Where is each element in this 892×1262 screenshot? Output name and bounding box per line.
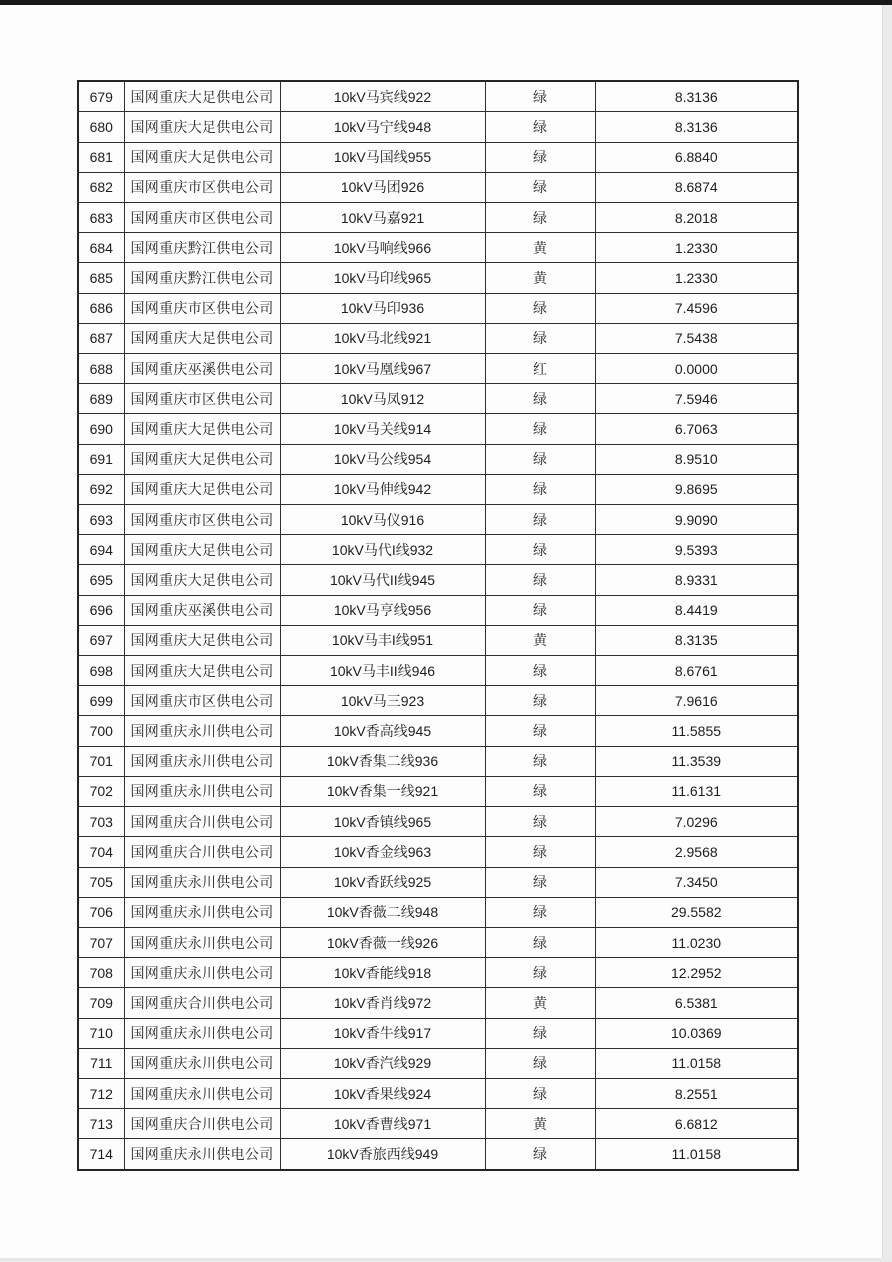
table-row (78, 1018, 798, 1048)
line-name-cell: 10kV香跃线925 (280, 867, 485, 897)
status-color-cell: 绿 (485, 776, 595, 806)
line-name-cell: 10kV马国线955 (280, 142, 485, 172)
line-name-cell: 10kV香高线945 (280, 716, 485, 746)
company-name-cell: 国网重庆合川供电公司 (124, 988, 280, 1018)
company-name-cell: 国网重庆永川供电公司 (124, 958, 280, 988)
row-number-cell: 705 (78, 867, 124, 897)
row-number-cell: 704 (78, 837, 124, 867)
status-color-cell: 绿 (485, 958, 595, 988)
value-cell: 7.9616 (595, 686, 798, 716)
table-row (78, 565, 798, 595)
value-cell: 7.3450 (595, 867, 798, 897)
row-number-cell: 699 (78, 686, 124, 716)
table-row (78, 1139, 798, 1170)
line-name-cell: 10kV马印936 (280, 293, 485, 323)
page-bottom-edge-shade (0, 1258, 892, 1262)
table-row (78, 233, 798, 263)
company-name-cell: 国网重庆大足供电公司 (124, 414, 280, 444)
value-cell: 12.2952 (595, 958, 798, 988)
status-color-cell: 绿 (485, 474, 595, 504)
status-color-cell: 绿 (485, 686, 595, 716)
row-number-cell: 680 (78, 112, 124, 142)
page-right-edge-shade (882, 5, 892, 1262)
line-name-cell: 10kV香能线918 (280, 958, 485, 988)
table-row (78, 172, 798, 202)
table-row (78, 656, 798, 686)
table-row (78, 867, 798, 897)
company-name-cell: 国网重庆巫溪供电公司 (124, 354, 280, 384)
company-name-cell: 国网重庆大足供电公司 (124, 112, 280, 142)
value-cell: 7.5438 (595, 323, 798, 353)
table-row (78, 686, 798, 716)
value-cell: 8.4419 (595, 595, 798, 625)
table-row (78, 384, 798, 414)
value-cell: 1.2330 (595, 233, 798, 263)
row-number-cell: 709 (78, 988, 124, 1018)
row-number-cell: 682 (78, 172, 124, 202)
line-name-cell: 10kV香集二线936 (280, 746, 485, 776)
table-row (78, 444, 798, 474)
value-cell: 8.9331 (595, 565, 798, 595)
power-lines-table (77, 80, 799, 1171)
row-number-cell: 686 (78, 293, 124, 323)
status-color-cell: 红 (485, 354, 595, 384)
company-name-cell: 国网重庆永川供电公司 (124, 776, 280, 806)
value-cell: 29.5582 (595, 897, 798, 927)
value-cell: 10.0369 (595, 1018, 798, 1048)
company-name-cell: 国网重庆大足供电公司 (124, 535, 280, 565)
status-color-cell: 黄 (485, 233, 595, 263)
table-row (78, 625, 798, 655)
value-cell: 6.5381 (595, 988, 798, 1018)
row-number-cell: 685 (78, 263, 124, 293)
company-name-cell: 国网重庆永川供电公司 (124, 1048, 280, 1078)
value-cell: 11.5855 (595, 716, 798, 746)
table-body (78, 81, 798, 1170)
table-row (78, 595, 798, 625)
line-name-cell: 10kV香薇一线926 (280, 927, 485, 957)
status-color-cell: 绿 (485, 142, 595, 172)
line-name-cell: 10kV香金线963 (280, 837, 485, 867)
table-row (78, 958, 798, 988)
row-number-cell: 690 (78, 414, 124, 444)
company-name-cell: 国网重庆大足供电公司 (124, 142, 280, 172)
table-row (78, 203, 798, 233)
line-name-cell: 10kV马丰II线946 (280, 656, 485, 686)
row-number-cell: 691 (78, 444, 124, 474)
value-cell: 8.3136 (595, 81, 798, 112)
status-color-cell: 绿 (485, 1018, 595, 1048)
row-number-cell: 697 (78, 625, 124, 655)
value-cell: 1.2330 (595, 263, 798, 293)
table-row (78, 837, 798, 867)
line-name-cell: 10kV香肖线972 (280, 988, 485, 1018)
line-name-cell: 10kV马亨线956 (280, 595, 485, 625)
status-color-cell: 绿 (485, 323, 595, 353)
status-color-cell: 绿 (485, 927, 595, 957)
status-color-cell: 绿 (485, 414, 595, 444)
row-number-cell: 696 (78, 595, 124, 625)
row-number-cell: 711 (78, 1048, 124, 1078)
value-cell: 11.0230 (595, 927, 798, 957)
status-color-cell: 黄 (485, 988, 595, 1018)
company-name-cell: 国网重庆大足供电公司 (124, 444, 280, 474)
table-row (78, 474, 798, 504)
company-name-cell: 国网重庆永川供电公司 (124, 927, 280, 957)
table-row (78, 897, 798, 927)
company-name-cell: 国网重庆永川供电公司 (124, 897, 280, 927)
table-row (78, 354, 798, 384)
company-name-cell: 国网重庆永川供电公司 (124, 1018, 280, 1048)
row-number-cell: 692 (78, 474, 124, 504)
status-color-cell: 绿 (485, 897, 595, 927)
line-name-cell: 10kV香果线924 (280, 1078, 485, 1108)
company-name-cell: 国网重庆市区供电公司 (124, 203, 280, 233)
value-cell: 7.0296 (595, 807, 798, 837)
line-name-cell: 10kV香汽线929 (280, 1048, 485, 1078)
line-name-cell: 10kV马三923 (280, 686, 485, 716)
value-cell: 8.2551 (595, 1078, 798, 1108)
status-color-cell: 黄 (485, 263, 595, 293)
status-color-cell: 绿 (485, 716, 595, 746)
page-top-edge-bar (0, 0, 892, 5)
table-row (78, 1109, 798, 1139)
row-number-cell: 702 (78, 776, 124, 806)
value-cell: 8.6761 (595, 656, 798, 686)
company-name-cell: 国网重庆合川供电公司 (124, 837, 280, 867)
row-number-cell: 689 (78, 384, 124, 414)
row-number-cell: 710 (78, 1018, 124, 1048)
company-name-cell: 国网重庆黔江供电公司 (124, 263, 280, 293)
line-name-cell: 10kV马嘉921 (280, 203, 485, 233)
row-number-cell: 698 (78, 656, 124, 686)
status-color-cell: 绿 (485, 535, 595, 565)
value-cell: 11.0158 (595, 1048, 798, 1078)
value-cell: 11.6131 (595, 776, 798, 806)
row-number-cell: 701 (78, 746, 124, 776)
table-row (78, 323, 798, 353)
value-cell: 2.9568 (595, 837, 798, 867)
company-name-cell: 国网重庆大足供电公司 (124, 565, 280, 595)
table-row (78, 81, 798, 112)
table-row (78, 142, 798, 172)
value-cell: 9.9090 (595, 505, 798, 535)
value-cell: 7.5946 (595, 384, 798, 414)
value-cell: 6.6812 (595, 1109, 798, 1139)
table-row (78, 1048, 798, 1078)
status-color-cell: 绿 (485, 746, 595, 776)
company-name-cell: 国网重庆大足供电公司 (124, 656, 280, 686)
row-number-cell: 684 (78, 233, 124, 263)
line-name-cell: 10kV马宁线948 (280, 112, 485, 142)
line-name-cell: 10kV马丰I线951 (280, 625, 485, 655)
line-name-cell: 10kV马印线965 (280, 263, 485, 293)
company-name-cell: 国网重庆永川供电公司 (124, 716, 280, 746)
row-number-cell: 693 (78, 505, 124, 535)
status-color-cell: 绿 (485, 203, 595, 233)
company-name-cell: 国网重庆大足供电公司 (124, 323, 280, 353)
row-number-cell: 688 (78, 354, 124, 384)
line-name-cell: 10kV马响线966 (280, 233, 485, 263)
company-name-cell: 国网重庆市区供电公司 (124, 505, 280, 535)
line-name-cell: 10kV马宾线922 (280, 81, 485, 112)
line-name-cell: 10kV马公线954 (280, 444, 485, 474)
line-name-cell: 10kV马凤912 (280, 384, 485, 414)
line-name-cell: 10kV马伸线942 (280, 474, 485, 504)
line-name-cell: 10kV马仪916 (280, 505, 485, 535)
line-name-cell: 10kV香镇线965 (280, 807, 485, 837)
table-row (78, 807, 798, 837)
status-color-cell: 黄 (485, 625, 595, 655)
company-name-cell: 国网重庆大足供电公司 (124, 625, 280, 655)
line-name-cell: 10kV香曹线971 (280, 1109, 485, 1139)
row-number-cell: 713 (78, 1109, 124, 1139)
status-color-cell: 绿 (485, 172, 595, 202)
row-number-cell: 695 (78, 565, 124, 595)
value-cell: 0.0000 (595, 354, 798, 384)
company-name-cell: 国网重庆大足供电公司 (124, 81, 280, 112)
row-number-cell: 679 (78, 81, 124, 112)
table-row (78, 414, 798, 444)
line-name-cell: 10kV香旅西线949 (280, 1139, 485, 1170)
value-cell: 9.5393 (595, 535, 798, 565)
line-name-cell: 10kV马代II线945 (280, 565, 485, 595)
table-row (78, 716, 798, 746)
company-name-cell: 国网重庆永川供电公司 (124, 1139, 280, 1170)
line-name-cell: 10kV马关线914 (280, 414, 485, 444)
table-row (78, 505, 798, 535)
table-row (78, 988, 798, 1018)
row-number-cell: 712 (78, 1078, 124, 1108)
value-cell: 8.3135 (595, 625, 798, 655)
row-number-cell: 708 (78, 958, 124, 988)
line-name-cell: 10kV香薇二线948 (280, 897, 485, 927)
status-color-cell: 绿 (485, 867, 595, 897)
company-name-cell: 国网重庆市区供电公司 (124, 686, 280, 716)
row-number-cell: 681 (78, 142, 124, 172)
line-name-cell: 10kV香牛线917 (280, 1018, 485, 1048)
row-number-cell: 700 (78, 716, 124, 746)
value-cell: 6.7063 (595, 414, 798, 444)
table-row (78, 263, 798, 293)
company-name-cell: 国网重庆市区供电公司 (124, 384, 280, 414)
status-color-cell: 绿 (485, 595, 595, 625)
line-name-cell: 10kV马北线921 (280, 323, 485, 353)
status-color-cell: 绿 (485, 1139, 595, 1170)
value-cell: 8.3136 (595, 112, 798, 142)
company-name-cell: 国网重庆市区供电公司 (124, 172, 280, 202)
table-row (78, 746, 798, 776)
row-number-cell: 694 (78, 535, 124, 565)
row-number-cell: 703 (78, 807, 124, 837)
company-name-cell: 国网重庆永川供电公司 (124, 867, 280, 897)
row-number-cell: 707 (78, 927, 124, 957)
company-name-cell: 国网重庆永川供电公司 (124, 746, 280, 776)
line-name-cell: 10kV马代I线932 (280, 535, 485, 565)
value-cell: 8.6874 (595, 172, 798, 202)
row-number-cell: 706 (78, 897, 124, 927)
table-row (78, 927, 798, 957)
status-color-cell: 绿 (485, 112, 595, 142)
company-name-cell: 国网重庆市区供电公司 (124, 293, 280, 323)
status-color-cell: 绿 (485, 1078, 595, 1108)
table-row (78, 535, 798, 565)
status-color-cell: 绿 (485, 837, 595, 867)
status-color-cell: 黄 (485, 1109, 595, 1139)
value-cell: 8.9510 (595, 444, 798, 474)
company-name-cell: 国网重庆大足供电公司 (124, 474, 280, 504)
line-name-cell: 10kV马团926 (280, 172, 485, 202)
value-cell: 7.4596 (595, 293, 798, 323)
value-cell: 11.0158 (595, 1139, 798, 1170)
table-row (78, 112, 798, 142)
status-color-cell: 绿 (485, 807, 595, 837)
line-name-cell: 10kV香集一线921 (280, 776, 485, 806)
status-color-cell: 绿 (485, 444, 595, 474)
status-color-cell: 绿 (485, 656, 595, 686)
status-color-cell: 绿 (485, 565, 595, 595)
company-name-cell: 国网重庆合川供电公司 (124, 807, 280, 837)
row-number-cell: 683 (78, 203, 124, 233)
company-name-cell: 国网重庆黔江供电公司 (124, 233, 280, 263)
table-row (78, 1078, 798, 1108)
status-color-cell: 绿 (485, 81, 595, 112)
status-color-cell: 绿 (485, 505, 595, 535)
row-number-cell: 714 (78, 1139, 124, 1170)
company-name-cell: 国网重庆永川供电公司 (124, 1078, 280, 1108)
row-number-cell: 687 (78, 323, 124, 353)
company-name-cell: 国网重庆巫溪供电公司 (124, 595, 280, 625)
company-name-cell: 国网重庆合川供电公司 (124, 1109, 280, 1139)
status-color-cell: 绿 (485, 1048, 595, 1078)
table-row (78, 293, 798, 323)
status-color-cell: 绿 (485, 384, 595, 414)
value-cell: 8.2018 (595, 203, 798, 233)
line-name-cell: 10kV马凰线967 (280, 354, 485, 384)
value-cell: 11.3539 (595, 746, 798, 776)
value-cell: 6.8840 (595, 142, 798, 172)
value-cell: 9.8695 (595, 474, 798, 504)
table-row (78, 776, 798, 806)
status-color-cell: 绿 (485, 293, 595, 323)
